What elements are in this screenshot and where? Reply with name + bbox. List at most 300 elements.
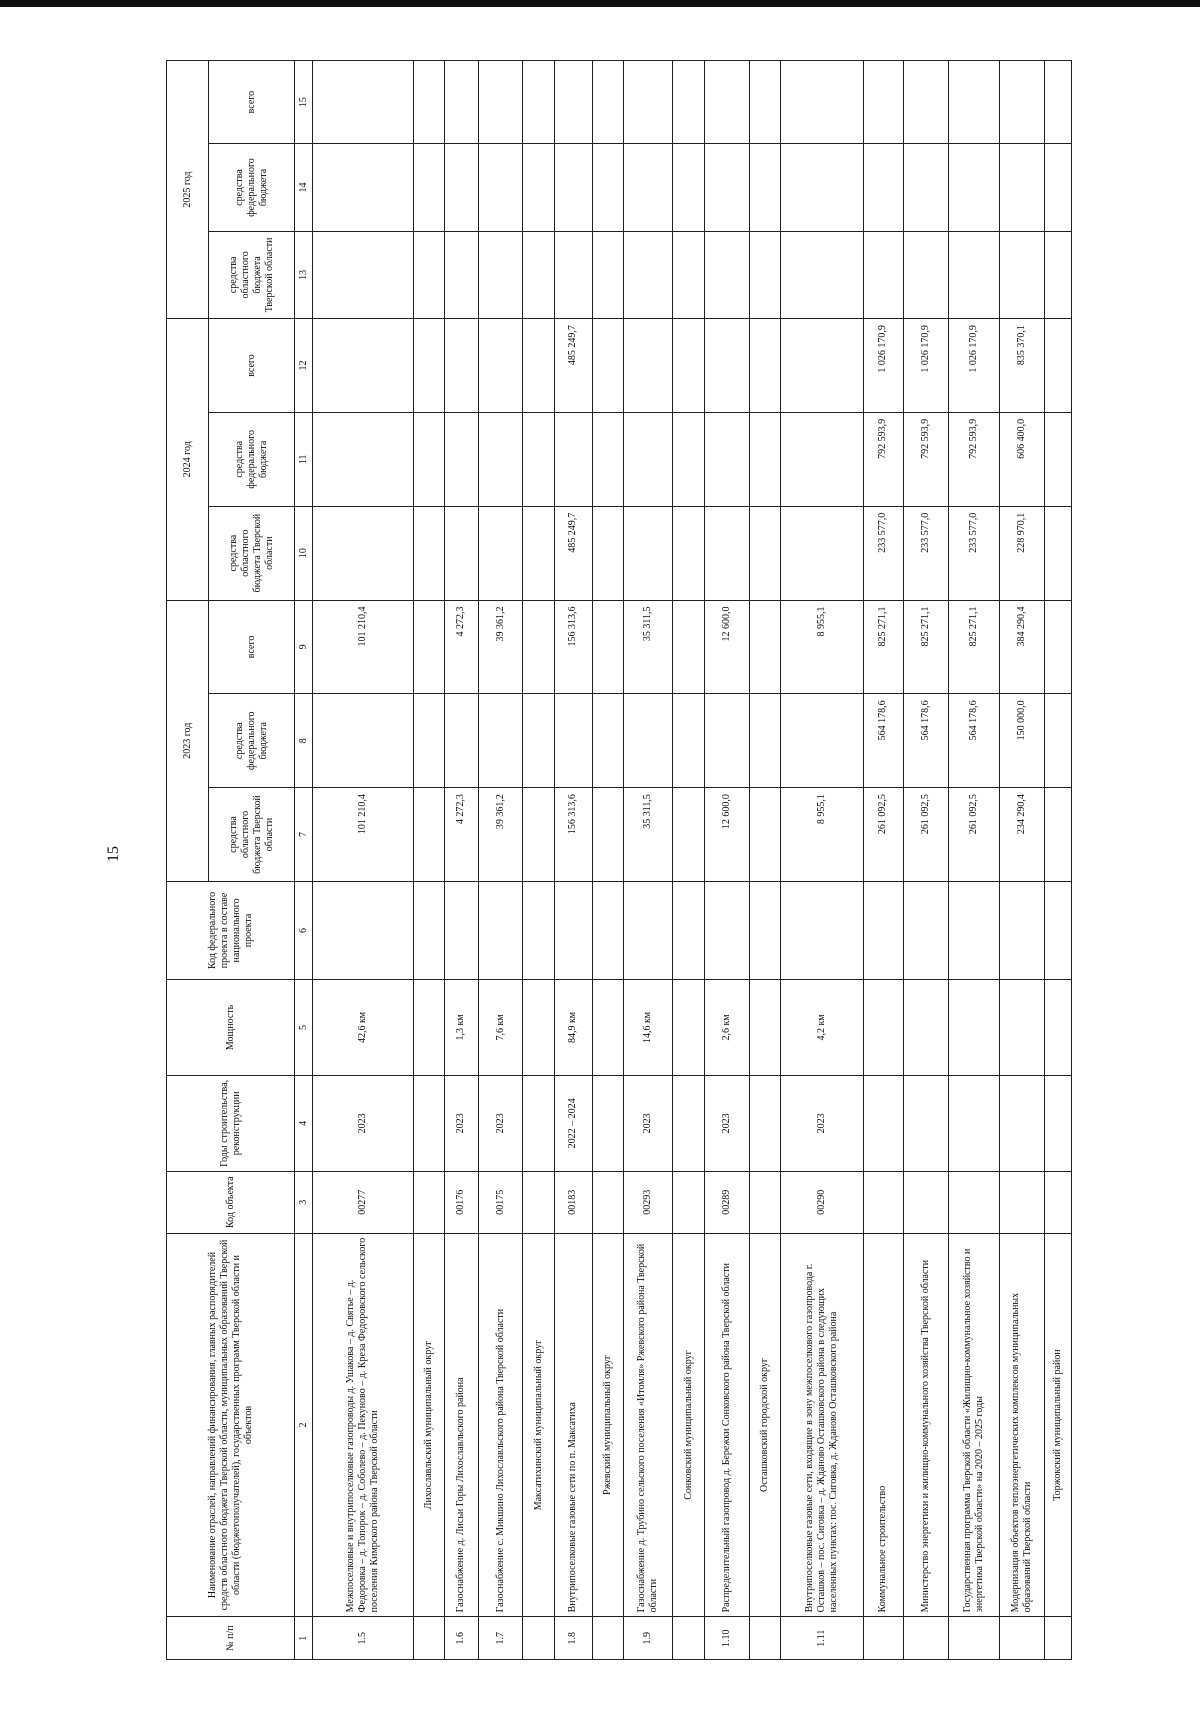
federal-project-code <box>478 881 523 979</box>
regional-2025 <box>749 231 780 318</box>
federal-2025 <box>704 144 749 231</box>
federal-2023 <box>749 694 780 788</box>
subheading-row <box>413 61 444 1660</box>
federal-2023 <box>1045 694 1072 788</box>
total-2023: 8 955,1 <box>780 600 863 694</box>
municipality-subheading: Лихославльский муниципальный округ <box>413 1233 444 1617</box>
object-code <box>1045 1171 1072 1233</box>
total-2023: 156 313,6 <box>554 600 592 694</box>
municipality-subheading: Ржевский муниципальный округ <box>592 1233 623 1617</box>
subheading-row <box>592 61 623 1660</box>
federal-2024 <box>478 412 523 506</box>
regional-2024 <box>749 506 780 600</box>
construction-years <box>592 1075 623 1171</box>
regional-2023: 12 600,0 <box>704 788 749 882</box>
regional-2023 <box>749 788 780 882</box>
construction-years: 2023 <box>313 1075 414 1171</box>
municipality-subheading: Сонковский муниципальный округ <box>673 1233 704 1617</box>
object-code <box>948 1171 999 1233</box>
construction-years <box>413 1075 444 1171</box>
regional-2024: 485 249,7 <box>554 506 592 600</box>
row-number <box>413 1617 444 1660</box>
total-2024: 1 026 170,9 <box>863 319 903 413</box>
municipality-subheading: Осташковский городской округ <box>749 1233 780 1617</box>
capacity <box>673 979 704 1075</box>
regional-2023 <box>592 788 623 882</box>
row-number: 1.5 <box>313 1617 414 1660</box>
col-name-header: Наименование отраслей, направлений финансирования, главных распорядителей средств областного бюджета Тверской области, муниципальных образований Тверской области (бюджетополучателей), государственных программ Тверской области и объектов <box>167 1233 295 1617</box>
federal-2023-header: средства федерального бюджета <box>209 694 295 788</box>
scan-top-border <box>0 0 1200 7</box>
object-code <box>904 1171 949 1233</box>
table-body <box>313 61 1072 1660</box>
federal-2025 <box>1045 144 1072 231</box>
federal-project-code <box>554 881 592 979</box>
object-code: 00293 <box>624 1171 673 1233</box>
regional-2024 <box>592 506 623 600</box>
year-2023-header: 2023 год <box>167 600 209 881</box>
table-row <box>780 61 863 1660</box>
construction-years <box>673 1075 704 1171</box>
total-2023 <box>523 600 554 694</box>
total-2024 <box>673 319 704 413</box>
construction-years: 2023 <box>780 1075 863 1171</box>
regional-2024 <box>445 506 479 600</box>
total-2023: 825 271,1 <box>863 600 903 694</box>
federal-project-code <box>704 881 749 979</box>
table-row <box>478 61 523 1660</box>
federal-2023 <box>554 694 592 788</box>
construction-years: 2023 <box>624 1075 673 1171</box>
regional-2023: 8 955,1 <box>780 788 863 882</box>
header-row-1 <box>167 61 209 1660</box>
total-2023 <box>592 600 623 694</box>
construction-years <box>1045 1075 1072 1171</box>
regional-2025 <box>445 231 479 318</box>
capacity: 7,6 км <box>478 979 523 1075</box>
federal-2024 <box>704 412 749 506</box>
row-number: 1.6 <box>445 1617 479 1660</box>
object-code: 00175 <box>478 1171 523 1233</box>
col-capacity-header: Мощность <box>167 979 295 1075</box>
regional-2024 <box>780 506 863 600</box>
regional-2024 <box>478 506 523 600</box>
row-name: Государственная программа Тверской области «Жилищно-коммунальное хозяйство и энергетика Тверской области» на 2020 – 2025 годы <box>948 1233 999 1617</box>
total-2025 <box>592 61 623 144</box>
row-number <box>673 1617 704 1660</box>
federal-2025 <box>592 144 623 231</box>
federal-2025 <box>749 144 780 231</box>
row-number: 1.7 <box>478 1617 523 1660</box>
federal-2024: 792 593,9 <box>863 412 903 506</box>
total-2024 <box>1045 319 1072 413</box>
row-number <box>523 1617 554 1660</box>
object-code: 00289 <box>704 1171 749 1233</box>
construction-years: 2023 <box>704 1075 749 1171</box>
regional-2023-header: средства областного бюджета Тверской области <box>209 788 295 882</box>
row-number <box>592 1617 623 1660</box>
regional-2023: 234 290,4 <box>1000 788 1045 882</box>
capacity <box>863 979 903 1075</box>
federal-2025 <box>780 144 863 231</box>
regional-2025 <box>624 231 673 318</box>
federal-2024 <box>624 412 673 506</box>
row-name: Газоснабжение д. Трубино сельского поселения «Итомля» Ржевского района Тверской области <box>624 1233 673 1617</box>
federal-2025 <box>948 144 999 231</box>
object-code <box>673 1171 704 1233</box>
total-2025 <box>554 61 592 144</box>
total-2025 <box>780 61 863 144</box>
row-name: Газоснабжение с. Микшино Лихославльского района Тверской области <box>478 1233 523 1617</box>
index-cell: 15 <box>295 61 313 144</box>
regional-2025 <box>413 231 444 318</box>
total-2024 <box>478 319 523 413</box>
federal-project-code <box>749 881 780 979</box>
total-2025 <box>863 61 903 144</box>
federal-2023: 564 178,6 <box>863 694 903 788</box>
index-cell: 2 <box>295 1233 313 1617</box>
total-2025 <box>1045 61 1072 144</box>
total-2025 <box>313 61 414 144</box>
total-2025 <box>948 61 999 144</box>
regional-2025 <box>592 231 623 318</box>
federal-project-code <box>1000 881 1045 979</box>
object-code <box>592 1171 623 1233</box>
capacity <box>592 979 623 1075</box>
year-2025-header: 2025 год <box>167 61 209 319</box>
federal-2024 <box>554 412 592 506</box>
capacity <box>1045 979 1072 1075</box>
federal-2024 <box>413 412 444 506</box>
table-row <box>904 61 949 1660</box>
federal-2023 <box>624 694 673 788</box>
capacity: 4,2 км <box>780 979 863 1075</box>
capacity: 1,3 км <box>445 979 479 1075</box>
federal-2023 <box>413 694 444 788</box>
federal-2025 <box>313 144 414 231</box>
federal-project-code <box>624 881 673 979</box>
col-fed-code-header: Код федерального проекта в составе национального проекта <box>167 881 295 979</box>
total-2023: 39 361,2 <box>478 600 523 694</box>
federal-2023 <box>673 694 704 788</box>
federal-2024 <box>313 412 414 506</box>
federal-2024: 792 593,9 <box>948 412 999 506</box>
object-code <box>1000 1171 1045 1233</box>
federal-2025 <box>1000 144 1045 231</box>
regional-2025 <box>948 231 999 318</box>
total-2025 <box>624 61 673 144</box>
federal-2025 <box>624 144 673 231</box>
row-name: Министерство энергетики и жилищно-коммунального хозяйства Тверской области <box>904 1233 949 1617</box>
federal-project-code <box>313 881 414 979</box>
regional-2024: 228 970,1 <box>1000 506 1045 600</box>
subheading-row <box>749 61 780 1660</box>
municipality-subheading: Максатихинский муниципальный округ <box>523 1233 554 1617</box>
federal-2024-header: средства федерального бюджета <box>209 412 295 506</box>
regional-2023 <box>1045 788 1072 882</box>
regional-2023 <box>673 788 704 882</box>
total-2023: 825 271,1 <box>948 600 999 694</box>
capacity <box>1000 979 1045 1075</box>
federal-2024 <box>445 412 479 506</box>
row-name: Модернизация объектов теплоэнергетических комплексов муниципальных образований Тверской области <box>1000 1233 1045 1617</box>
total-2025 <box>704 61 749 144</box>
table-row <box>313 61 414 1660</box>
total-2024: 1 026 170,9 <box>904 319 949 413</box>
municipality-subheading: Торжокский муниципальный район <box>1045 1233 1072 1617</box>
table-row <box>1000 61 1045 1660</box>
row-number <box>1000 1617 1045 1660</box>
total-2023: 384 290,4 <box>1000 600 1045 694</box>
regional-2025 <box>704 231 749 318</box>
total-2023: 101 210,4 <box>313 600 414 694</box>
row-number <box>749 1617 780 1660</box>
col-code-header: Код объекта <box>167 1171 295 1233</box>
regional-2025-header: средства областного бюджета Тверской области <box>209 231 295 318</box>
total-2024: 485 249,7 <box>554 319 592 413</box>
construction-years <box>904 1075 949 1171</box>
index-row <box>295 61 313 1660</box>
federal-project-code <box>1045 881 1072 979</box>
row-name: Внутрипоселковые газовые сети, входящие в зону межпоселкового газопровода г. Осташков – пос. Сиговка – д. Жданово Осташковского района в следующих населенных пунктах: пос. Сиговка, д. Жданово Осташковского района <box>780 1233 863 1617</box>
federal-2025 <box>413 144 444 231</box>
row-name: Коммунальное строительство <box>863 1233 903 1617</box>
col-no-header: № п/п <box>167 1617 295 1660</box>
federal-2024 <box>673 412 704 506</box>
index-cell: 11 <box>295 412 313 506</box>
federal-project-code <box>523 881 554 979</box>
regional-2024: 233 577,0 <box>948 506 999 600</box>
index-cell: 3 <box>295 1171 313 1233</box>
table-row <box>863 61 903 1660</box>
col-years-header: Годы строительства, реконструкции <box>167 1075 295 1171</box>
subheading-row <box>523 61 554 1660</box>
regional-2023 <box>413 788 444 882</box>
federal-2023 <box>478 694 523 788</box>
federal-project-code <box>673 881 704 979</box>
row-number <box>904 1617 949 1660</box>
federal-2023 <box>445 694 479 788</box>
federal-2023 <box>704 694 749 788</box>
total-2023: 825 271,1 <box>904 600 949 694</box>
federal-2023: 564 178,6 <box>948 694 999 788</box>
capacity: 42,6 км <box>313 979 414 1075</box>
capacity: 84,9 км <box>554 979 592 1075</box>
capacity <box>904 979 949 1075</box>
regional-2024: 233 577,0 <box>863 506 903 600</box>
capacity <box>749 979 780 1075</box>
federal-project-code <box>948 881 999 979</box>
regional-2023: 261 092,5 <box>863 788 903 882</box>
index-cell: 6 <box>295 881 313 979</box>
table-row <box>445 61 479 1660</box>
index-cell: 1 <box>295 1617 313 1660</box>
federal-2025 <box>523 144 554 231</box>
regional-2023: 156 313,6 <box>554 788 592 882</box>
federal-2023: 150 000,0 <box>1000 694 1045 788</box>
construction-years <box>948 1075 999 1171</box>
total-2024 <box>624 319 673 413</box>
regional-2024 <box>624 506 673 600</box>
federal-2023 <box>592 694 623 788</box>
federal-2024 <box>1045 412 1072 506</box>
construction-years <box>1000 1075 1045 1171</box>
federal-2025 <box>863 144 903 231</box>
regional-2025 <box>673 231 704 318</box>
row-number: 1.8 <box>554 1617 592 1660</box>
total-2024 <box>523 319 554 413</box>
construction-years: 2023 <box>445 1075 479 1171</box>
total-2025 <box>413 61 444 144</box>
row-name: Распределительный газопровод д. Бережки Сонковского района Тверской области <box>704 1233 749 1617</box>
construction-years <box>863 1075 903 1171</box>
federal-2024: 606 400,0 <box>1000 412 1045 506</box>
total-2023: 12 600,0 <box>704 600 749 694</box>
regional-2024 <box>523 506 554 600</box>
row-number <box>1045 1617 1072 1660</box>
federal-2023: 564 178,6 <box>904 694 949 788</box>
object-code <box>413 1171 444 1233</box>
regional-2025 <box>523 231 554 318</box>
row-number <box>948 1617 999 1660</box>
total-2024 <box>313 319 414 413</box>
row-number: 1.10 <box>704 1617 749 1660</box>
table-row <box>554 61 592 1660</box>
capacity <box>413 979 444 1075</box>
regional-2023: 39 361,2 <box>478 788 523 882</box>
total-2024 <box>749 319 780 413</box>
federal-2025 <box>673 144 704 231</box>
row-name: Внутрипоселковые газовые сети по п. Максатиха <box>554 1233 592 1617</box>
federal-project-code <box>445 881 479 979</box>
federal-2025 <box>554 144 592 231</box>
subheading-row <box>1045 61 1072 1660</box>
federal-2023 <box>523 694 554 788</box>
object-code <box>863 1171 903 1233</box>
total-2024: 1 026 170,9 <box>948 319 999 413</box>
regional-2024-header: средства областного бюджета Тверской области <box>209 506 295 600</box>
total-2024: 835 370,1 <box>1000 319 1045 413</box>
federal-project-code <box>863 881 903 979</box>
page-number: 15 <box>105 846 122 862</box>
federal-2025 <box>904 144 949 231</box>
index-cell: 14 <box>295 144 313 231</box>
capacity: 2,6 км <box>704 979 749 1075</box>
total-2023 <box>1045 600 1072 694</box>
federal-2023 <box>780 694 863 788</box>
total-2024 <box>413 319 444 413</box>
regional-2025 <box>780 231 863 318</box>
index-cell: 9 <box>295 600 313 694</box>
total-2024 <box>704 319 749 413</box>
total-2025 <box>523 61 554 144</box>
regional-2025 <box>904 231 949 318</box>
index-cell: 7 <box>295 788 313 882</box>
total-2025 <box>673 61 704 144</box>
regional-2023: 261 092,5 <box>948 788 999 882</box>
total-2023: 35 311,5 <box>624 600 673 694</box>
table-row <box>624 61 673 1660</box>
index-cell: 12 <box>295 319 313 413</box>
row-number: 1.9 <box>624 1617 673 1660</box>
construction-years <box>749 1075 780 1171</box>
capacity <box>948 979 999 1075</box>
total-2024 <box>780 319 863 413</box>
regional-2024 <box>673 506 704 600</box>
total-2023 <box>673 600 704 694</box>
capacity: 14,6 км <box>624 979 673 1075</box>
regional-2024 <box>413 506 444 600</box>
federal-2024 <box>592 412 623 506</box>
regional-2023 <box>523 788 554 882</box>
regional-2024 <box>313 506 414 600</box>
regional-2025 <box>863 231 903 318</box>
row-number: 1.11 <box>780 1617 863 1660</box>
year-2024-header: 2024 год <box>167 319 209 600</box>
index-cell: 5 <box>295 979 313 1075</box>
federal-2024 <box>780 412 863 506</box>
budget-table <box>166 60 1072 1660</box>
regional-2024 <box>1045 506 1072 600</box>
federal-2025-header: средства федерального бюджета <box>209 144 295 231</box>
total-2023 <box>413 600 444 694</box>
total-2025 <box>445 61 479 144</box>
regional-2024: 233 577,0 <box>904 506 949 600</box>
capacity <box>523 979 554 1075</box>
object-code <box>749 1171 780 1233</box>
row-name: Межпоселковые и внутрипоселковые газопроводы д. Ушакова – д. Святье – д. Федоровка – д. Топорок – д. Соболево – д. Пекуново – д. Креза Федоровского сельского поселения Кимрского района Тверской области <box>313 1233 414 1617</box>
table-row <box>704 61 749 1660</box>
index-cell: 10 <box>295 506 313 600</box>
object-code <box>523 1171 554 1233</box>
regional-2025 <box>554 231 592 318</box>
construction-years <box>523 1075 554 1171</box>
table-row <box>948 61 999 1660</box>
federal-2024 <box>749 412 780 506</box>
row-number <box>863 1617 903 1660</box>
regional-2023: 35 311,5 <box>624 788 673 882</box>
federal-project-code <box>592 881 623 979</box>
row-name: Газоснабжение д. Лисьи Горы Лихославльского района <box>445 1233 479 1617</box>
construction-years: 2022 – 2024 <box>554 1075 592 1171</box>
object-code: 00176 <box>445 1171 479 1233</box>
federal-project-code <box>904 881 949 979</box>
object-code: 00277 <box>313 1171 414 1233</box>
rotated-table-container <box>166 60 1072 1660</box>
federal-2024: 792 593,9 <box>904 412 949 506</box>
regional-2023: 261 092,5 <box>904 788 949 882</box>
object-code: 00183 <box>554 1171 592 1233</box>
total-2023: 4 272,3 <box>445 600 479 694</box>
federal-project-code <box>413 881 444 979</box>
regional-2025 <box>478 231 523 318</box>
federal-2025 <box>478 144 523 231</box>
federal-project-code <box>780 881 863 979</box>
regional-2025 <box>1045 231 1072 318</box>
federal-2025 <box>445 144 479 231</box>
total-2023 <box>749 600 780 694</box>
construction-years: 2023 <box>478 1075 523 1171</box>
object-code: 00290 <box>780 1171 863 1233</box>
total-2025 <box>749 61 780 144</box>
subheading-row <box>673 61 704 1660</box>
regional-2025 <box>313 231 414 318</box>
total-2025 <box>1000 61 1045 144</box>
regional-2025 <box>1000 231 1045 318</box>
total-2024-header: всего <box>209 319 295 413</box>
total-2025 <box>478 61 523 144</box>
regional-2024 <box>704 506 749 600</box>
